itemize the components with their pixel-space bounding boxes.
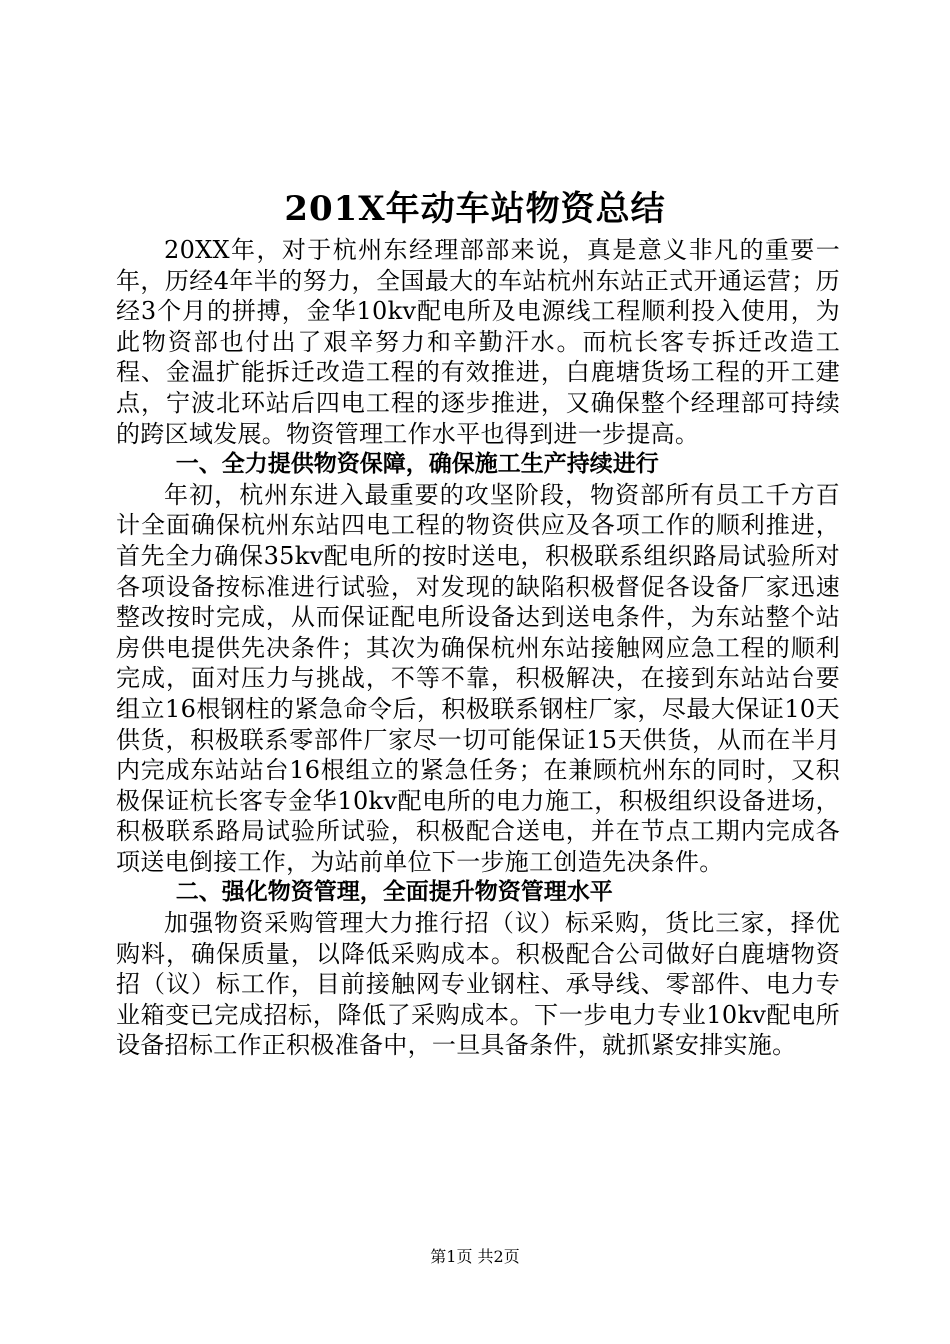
section-2-paragraph: 加强物资采购管理大力推行招（议）标采购，货比三家，择优购料，确保质量，以降低采购成本。积极配合公司做好白鹿塘物资招（议）标工作，目前接触网专业钢柱、承导线、零部件、电力专业箱变已完成招标，降低了采购成本。下一步电力专业10kv配电所设备招标工作正积极准备中，一旦具备条件，就抓紧安排实施。	[116, 909, 840, 1060]
intro-paragraph: 20XX年，对于杭州东经理部部来说，真是意义非凡的重要一年，历经4年半的努力，全国最大的车站杭州东站正式开通运营；历经3个月的拼搏，金华10kv配电所及电源线工程顺利投入使用，为此物资部也付出了艰辛努力和辛勤汗水。而杭长客专拆迁改造工程、金温扩能拆迁改造工程的有效推进，白鹿塘货场工程的开工建点，宁波北环站后四电工程的逐步推进，又确保整个经理部可持续的跨区域发展。物资管理工作水平也得到进一步提高。	[116, 236, 840, 448]
section-2-heading: 二、强化物资管理，全面提升物资管理水平	[175, 879, 613, 906]
section-1-heading: 一、全力提供物资保障，确保施工生产持续进行	[175, 451, 659, 478]
section-1-paragraph: 年初，杭州东进入最重要的攻坚阶段，物资部所有员工千方百计全面确保杭州东站四电工程的物资供应及各项工作的顺利推进，首先全力确保35kv配电所的按时送电，积极联系组织路局试验所对各项设备按标准进行试验，对发现的缺陷积极督促各设备厂家迅速整改按时完成，从而保证配电所设备达到送电条件，为东站整个站房供电提供先决条件；其次为确保杭州东站接触网应急工程的顺利完成，面对压力与挑战，不等不靠，积极解决，在接到东站站台要组立16根钢柱的紧急命令后，积极联系钢柱厂家，尽最大保证10天供货，积极联系零部件厂家尽一切可能保证15天供货，从而在半月内完成东站站台16根组立的紧急任务；在兼顾杭州东的同时，又积极保证杭长客专金华10kv配电所的电力施工，积极组织设备进场，积极联系路局试验所试验，积极配合送电，并在节点工期内完成各项送电倒接工作，为站前单位下一步施工创造先决条件。	[116, 480, 840, 876]
page-footer: 第1页 共2页	[430, 1247, 520, 1266]
document-body	[116, 235, 840, 1061]
document-title: 201X年动车站物资总结	[284, 189, 666, 229]
